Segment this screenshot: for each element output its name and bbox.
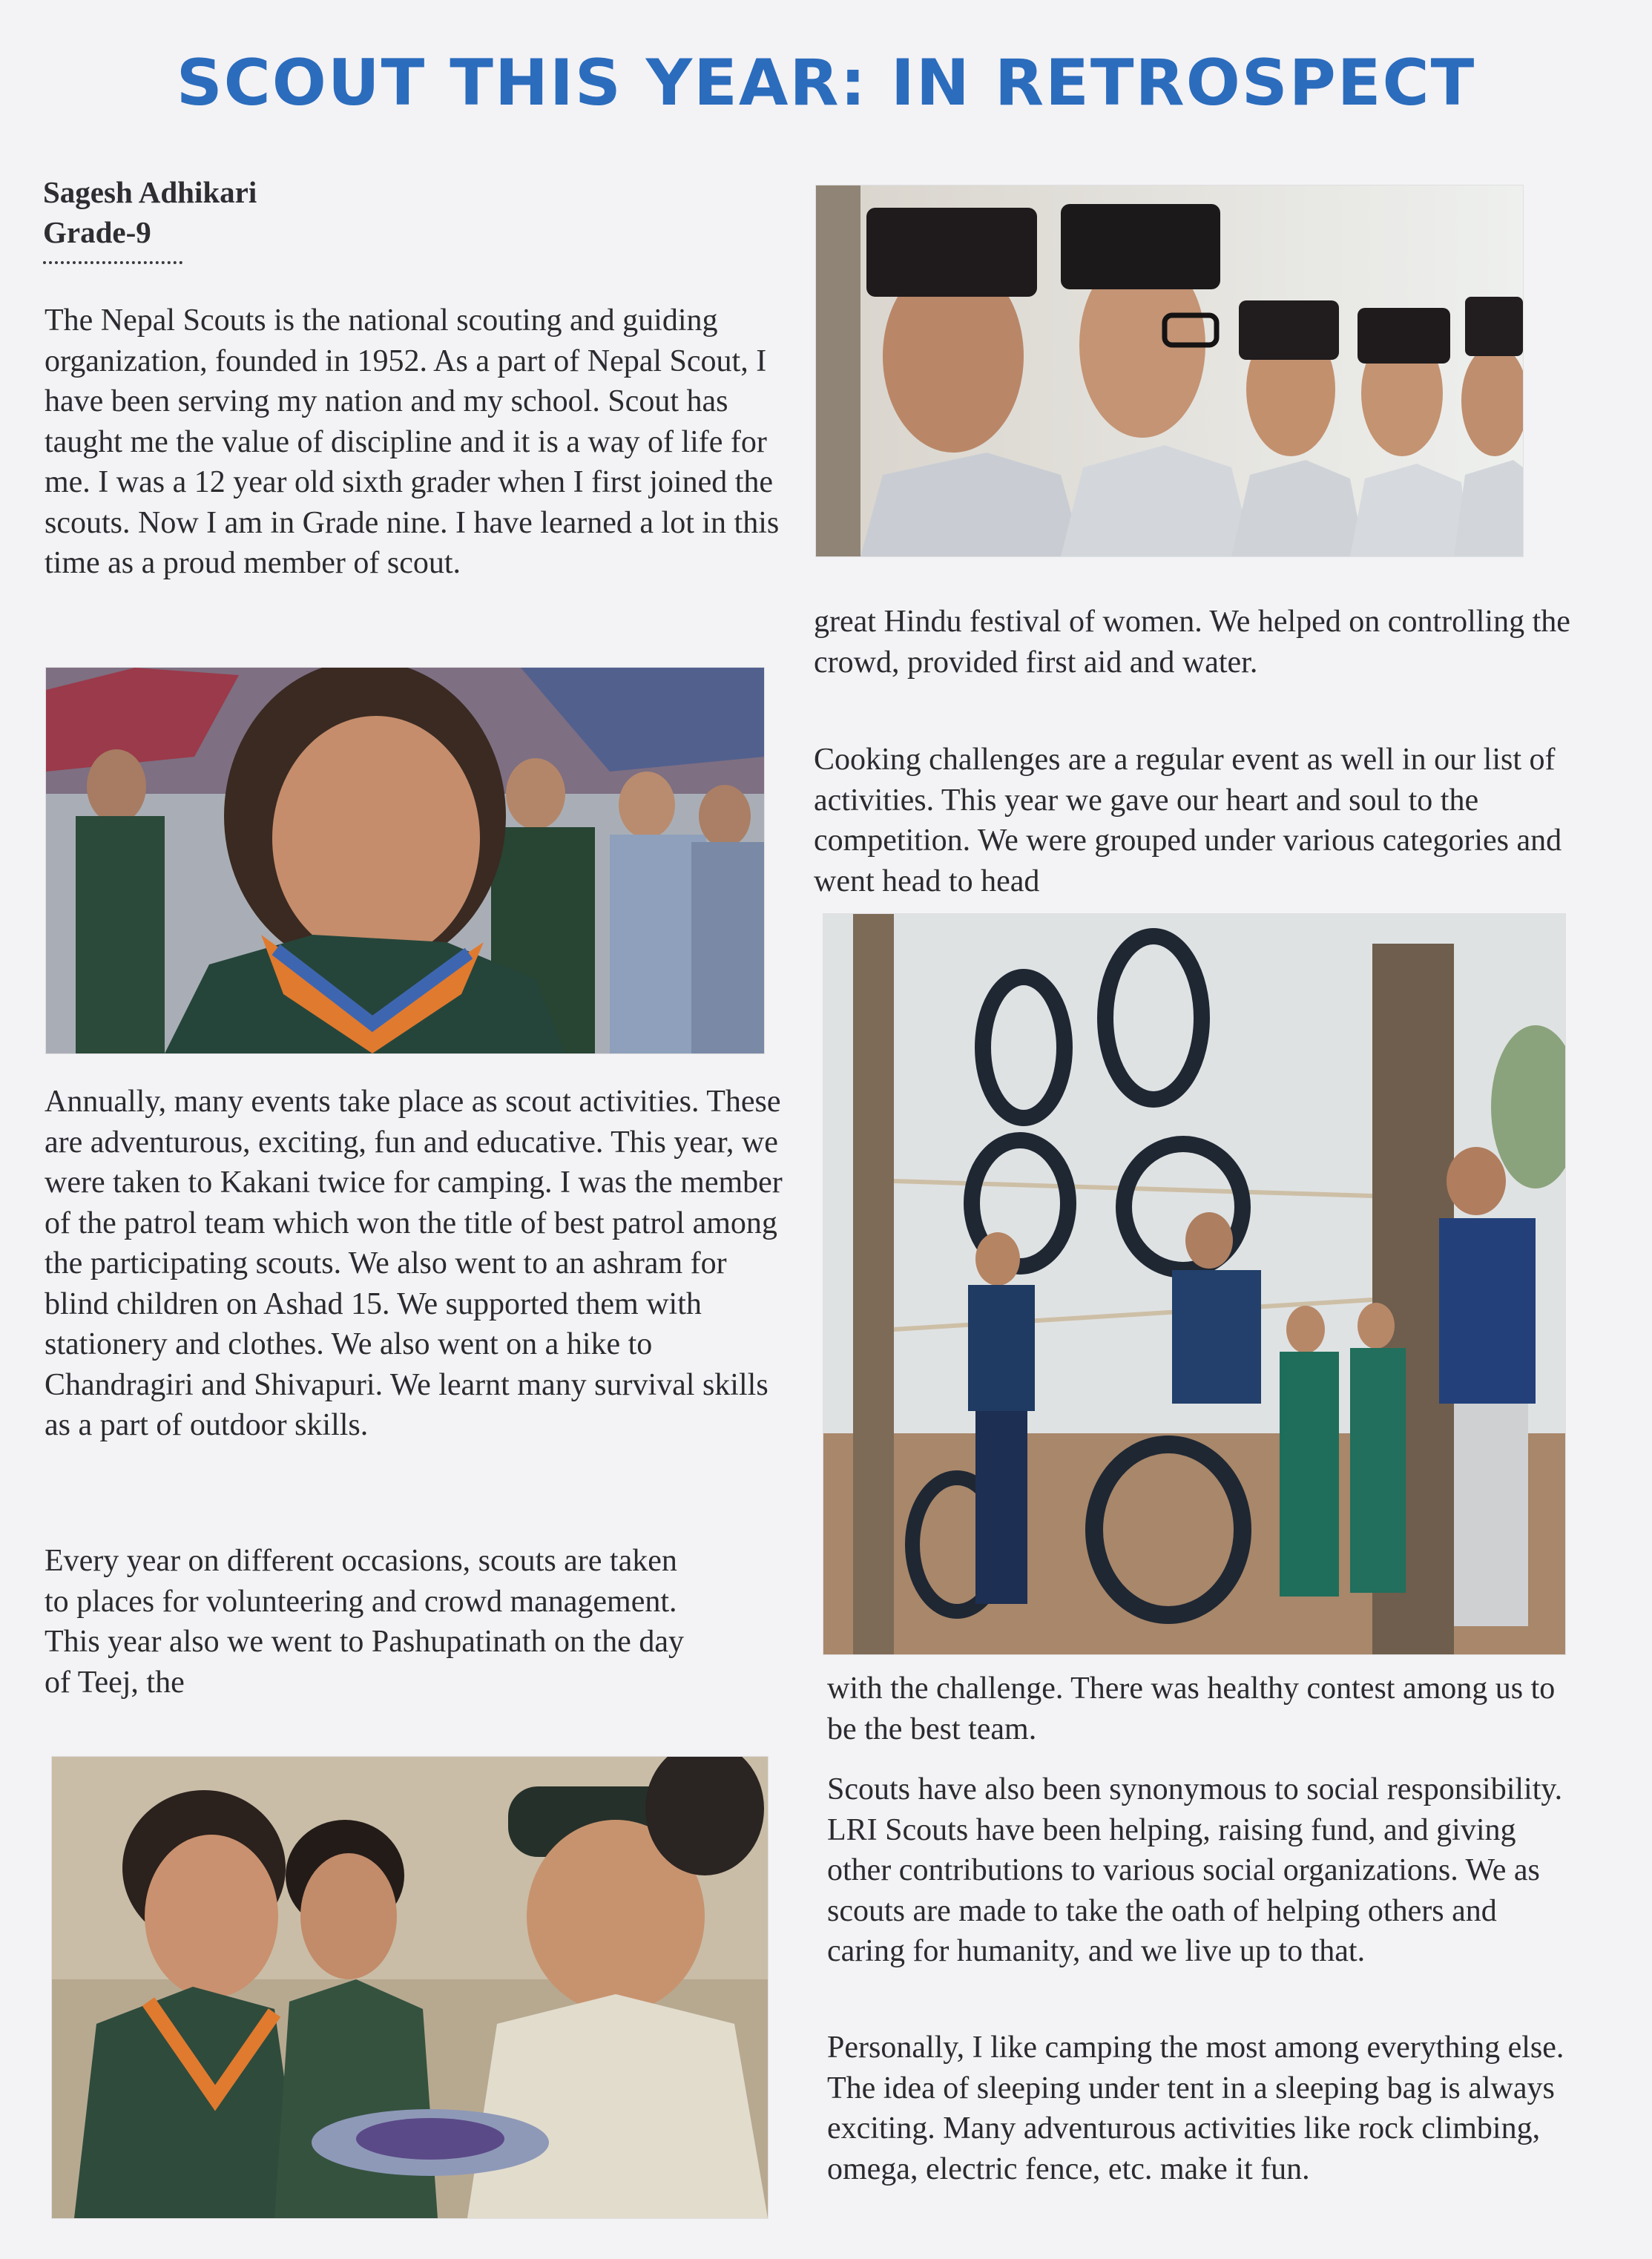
photo-tyre-obstacle (823, 914, 1565, 1654)
author-divider (43, 261, 182, 264)
photo-scouts-in-caps (816, 185, 1523, 556)
paragraph-contest: with the challenge. There was healthy contest among us to be the best team. (827, 1671, 1556, 1746)
paragraph-teej: great Hindu festival of women. We helped on controlling the crowd, provided first aid and water. (814, 605, 1570, 680)
paragraph-social: Scouts have also been synonymous to social responsibility. LRI Scouts have been helping, raising fund, and giving other contributions to various social organizations. We as scouts are made to take the oath of helping others and caring for humanity, and we live up to that. (827, 1772, 1563, 1968)
paragraph-intro: The Nepal Scouts is the national scouting and guiding organization, founded in 1952. As a part of Nepal Scout, I have been serving my nation and my school. Scout has taught me the value of discipline and it is a way of life for me. I was a 12 year old sixth grader when I first joined the scouts. Now I am in Grade nine. I have learned a lot in this time as a proud member of scout. (45, 303, 780, 580)
photo-girl-scout (46, 668, 764, 1053)
photo-cooking-challenge (52, 1757, 768, 2218)
photo-girl-scout-art (46, 668, 764, 1053)
paragraph-cooking: Cooking challenges are a regular event as well in our list of activities. This year we gave our heart and soul to the competition. We were grouped under various categories and went head to head (814, 743, 1562, 898)
author-block (43, 172, 257, 252)
photo-scouts-in-caps-art (816, 185, 1523, 556)
author-name: Sagesh Adhikari (43, 175, 257, 209)
paragraph-camping: Personally, I like camping the most among everything else. The idea of sleeping under tent in a sleeping bag is always exciting. Many adventurous activities like rock climbing, omega, electric fence, etc. make it fun. (827, 2031, 1564, 2186)
photo-tyre-obstacle-art (823, 914, 1565, 1654)
paragraph-volunteering: Every year on different occasions, scouts are taken to places for volunteering and crowd management. This year also we went to Pashupatinath on the day of Teej, the (45, 1544, 684, 1700)
photo-cooking-challenge-art (52, 1757, 768, 2218)
author-grade: Grade-9 (43, 215, 151, 249)
paragraph-events: Annually, many events take place as scout activities. These are adventurous, exciting, fun and educative. This year, we were taken to Kakani twice for camping. I was the member of the patrol team which won the title of best patrol among the participating scouts. We also went to an ashram for blind children on Ashad 15. We supported them with stationery and clothes. We also went on a hike to Chandragiri and Shivapuri. We learnt many survival skills as a part of outdoor skills. (45, 1085, 783, 1442)
page-title: SCOUT THIS YEAR: IN RETROSPECT (176, 46, 1476, 120)
